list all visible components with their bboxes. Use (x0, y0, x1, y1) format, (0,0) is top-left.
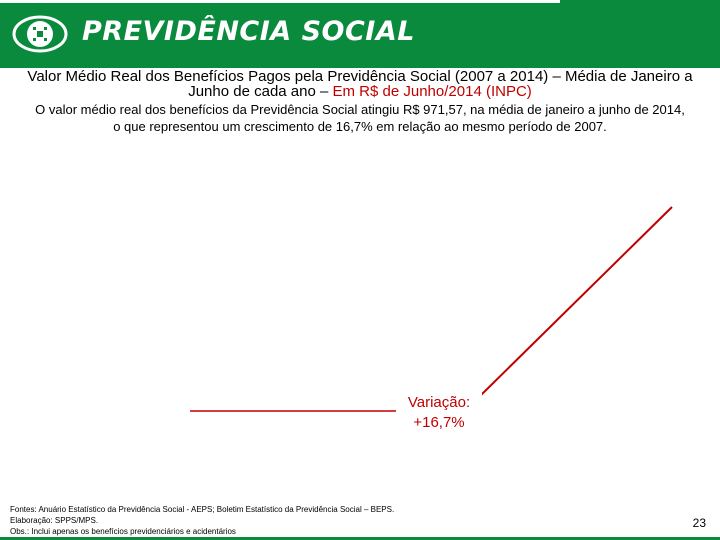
series-line (478, 207, 672, 398)
brand-title: PREVIDÊNCIA SOCIAL (82, 16, 415, 47)
footnote-observation: Obs.: Inclui apenas os benefícios previdenciários e acidentários (10, 527, 236, 536)
page-number: 23 (692, 516, 706, 530)
variation-label: Variação: (396, 393, 482, 413)
subtitle-line-1: O valor médio real dos benefícios da Previdência Social atingiu R$ 971,57, na média de janeiro a junho de 2014, (35, 102, 685, 117)
slide-title-main: Valor Médio Real dos Benefícios Pagos pela Previdência Social (2007 a 2014) – Média de Janeiro a Junho de cada ano – (27, 68, 693, 100)
variation-annotation (396, 393, 482, 433)
footnote-elaboration: Elaboração: SPPS/MPS. (10, 516, 99, 525)
slide-title-accent: Em R$ de Junho/2014 (INPC) (332, 83, 532, 100)
subtitle-line-2: o que representou um crescimento de 16,7% em relação ao mesmo período de 2007. (113, 119, 607, 134)
footnotes (10, 504, 530, 537)
variation-value: +16,7% (396, 413, 482, 433)
footnote-source: Fontes: Anuário Estatístico da Previdência Social - AEPS; Boletim Estatístico da Previdência Social – BEPS. (10, 505, 395, 514)
